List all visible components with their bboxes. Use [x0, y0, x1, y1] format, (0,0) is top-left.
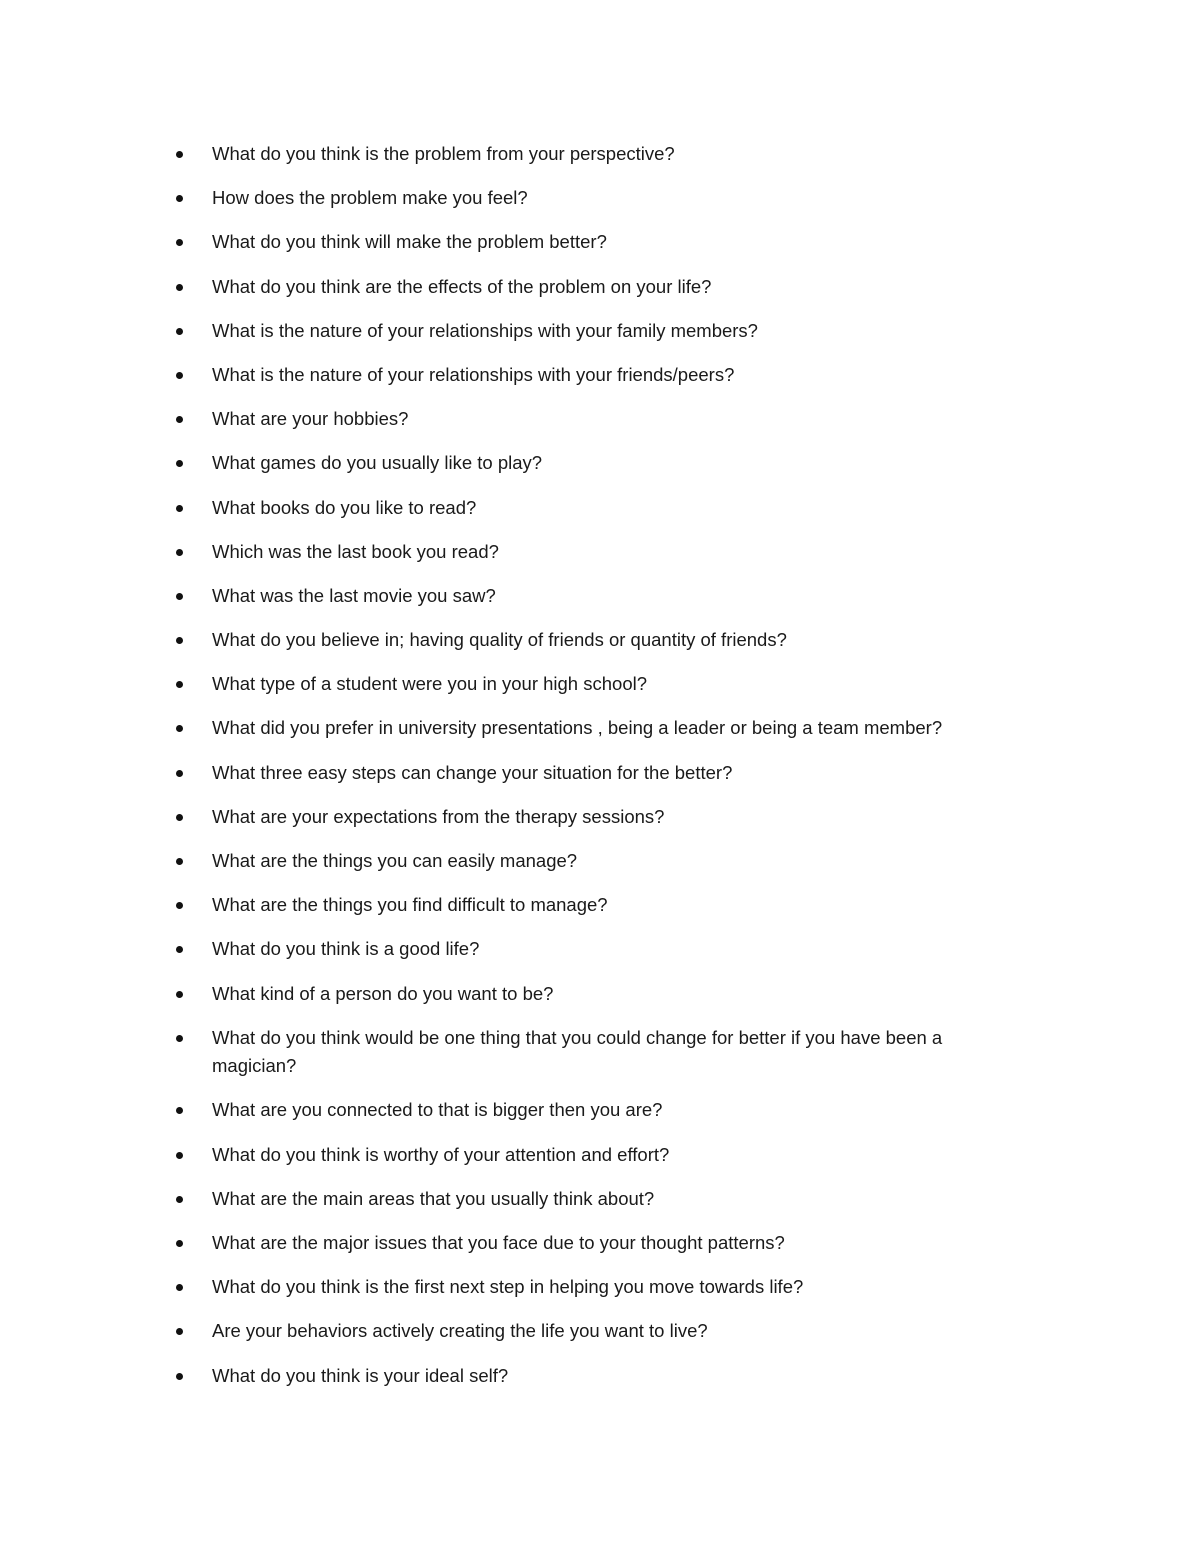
bullet-icon [176, 505, 183, 512]
question-list [168, 140, 1018, 1406]
bullet-icon [176, 372, 183, 379]
question-text: What did you prefer in university presentations , being a leader or being a team member? [212, 717, 943, 739]
question-text: Which was the last book you read? [212, 540, 499, 562]
bullet-icon [176, 1035, 183, 1042]
list-item [168, 273, 1018, 302]
question-text: What do you think is a good life? [212, 938, 480, 960]
bullet-icon [176, 151, 183, 158]
question-text: What do you think is the problem from your perspective? [212, 143, 675, 164]
bullet-icon [176, 858, 183, 865]
question-text: What do you think would be one thing that you could change for better if you have been a magician? [212, 1026, 943, 1077]
list-item [168, 1273, 1018, 1302]
question-text: What is the nature of your relationships with your friends/peers? [212, 363, 735, 385]
question-text: What are the things you can easily manage? [212, 850, 578, 871]
bullet-icon [176, 593, 183, 600]
question-text: Are your behaviors actively creating the life you want to live? [212, 1320, 708, 1342]
question-text: What do you think is the first next step in helping you move towards life? [212, 1276, 804, 1298]
question-text: What are the things you find difficult to manage? [212, 894, 608, 916]
question-text: What do you think are the effects of the problem on your life? [212, 275, 712, 297]
list-item [168, 494, 1018, 523]
list-item [168, 714, 1018, 743]
question-text: What type of a student were you in your high school? [212, 673, 648, 695]
list-item [168, 1229, 1018, 1258]
list-item [168, 1317, 1018, 1346]
list-item [168, 140, 1018, 169]
question-text: What are you connected to that is bigger then you are? [212, 1099, 663, 1121]
list-item [168, 582, 1018, 611]
bullet-icon [176, 1196, 183, 1203]
bullet-icon [176, 460, 183, 467]
list-item [168, 361, 1018, 390]
list-item [168, 670, 1018, 699]
list-item [168, 449, 1018, 478]
bullet-icon [176, 1240, 183, 1247]
bullet-icon [176, 549, 183, 556]
question-text: What are the main areas that you usually think about? [212, 1187, 655, 1209]
question-text: What books do you like to read? [212, 496, 477, 518]
question-text: What are the major issues that you face due to your thought patterns? [212, 1232, 785, 1253]
question-text: What is the nature of your relationships with your family members? [212, 319, 758, 341]
bullet-icon [176, 195, 183, 202]
list-item [168, 1362, 1018, 1391]
list-item [168, 1096, 1018, 1125]
list-item [168, 935, 1018, 964]
bullet-icon [176, 1284, 183, 1291]
bullet-icon [176, 681, 183, 688]
bullet-icon [176, 1152, 183, 1159]
list-item [168, 184, 1018, 213]
bullet-icon [176, 725, 183, 732]
question-text: What do you think will make the problem better? [212, 231, 607, 253]
question-text: What do you think is your ideal self? [212, 1364, 509, 1386]
question-text: What do you believe in; having quality of friends or quantity of friends? [212, 629, 787, 651]
list-item [168, 1024, 1018, 1081]
bullet-icon [176, 239, 183, 246]
list-item [168, 847, 1018, 876]
question-text: How does the problem make you feel? [212, 187, 528, 209]
bullet-icon [176, 946, 183, 953]
question-text: What are your hobbies? [212, 408, 409, 430]
bullet-icon [176, 814, 183, 821]
bullet-icon [176, 1328, 183, 1335]
question-text: What are your expectations from the therapy sessions? [212, 805, 665, 827]
question-text: What was the last movie you saw? [212, 584, 496, 606]
bullet-icon [176, 416, 183, 423]
list-item [168, 1185, 1018, 1214]
bullet-icon [176, 284, 183, 291]
question-text: What games do you usually like to play? [212, 452, 543, 474]
list-item [168, 891, 1018, 920]
list-item [168, 317, 1018, 346]
list-item [168, 538, 1018, 567]
bullet-icon [176, 637, 183, 644]
bullet-icon [176, 902, 183, 909]
question-text: What kind of a person do you want to be? [212, 982, 554, 1004]
bullet-icon [176, 991, 183, 998]
bullet-icon [176, 1107, 183, 1114]
list-item [168, 980, 1018, 1009]
bullet-icon [176, 328, 183, 335]
question-text: What do you think is worthy of your attention and effort? [212, 1143, 670, 1165]
list-item [168, 626, 1018, 655]
list-item [168, 1141, 1018, 1170]
list-item [168, 228, 1018, 257]
list-item [168, 405, 1018, 434]
bullet-icon [176, 770, 183, 777]
question-text: What three easy steps can change your situation for the better? [212, 761, 733, 783]
list-item [168, 759, 1018, 788]
list-item [168, 803, 1018, 832]
bullet-icon [176, 1373, 183, 1380]
